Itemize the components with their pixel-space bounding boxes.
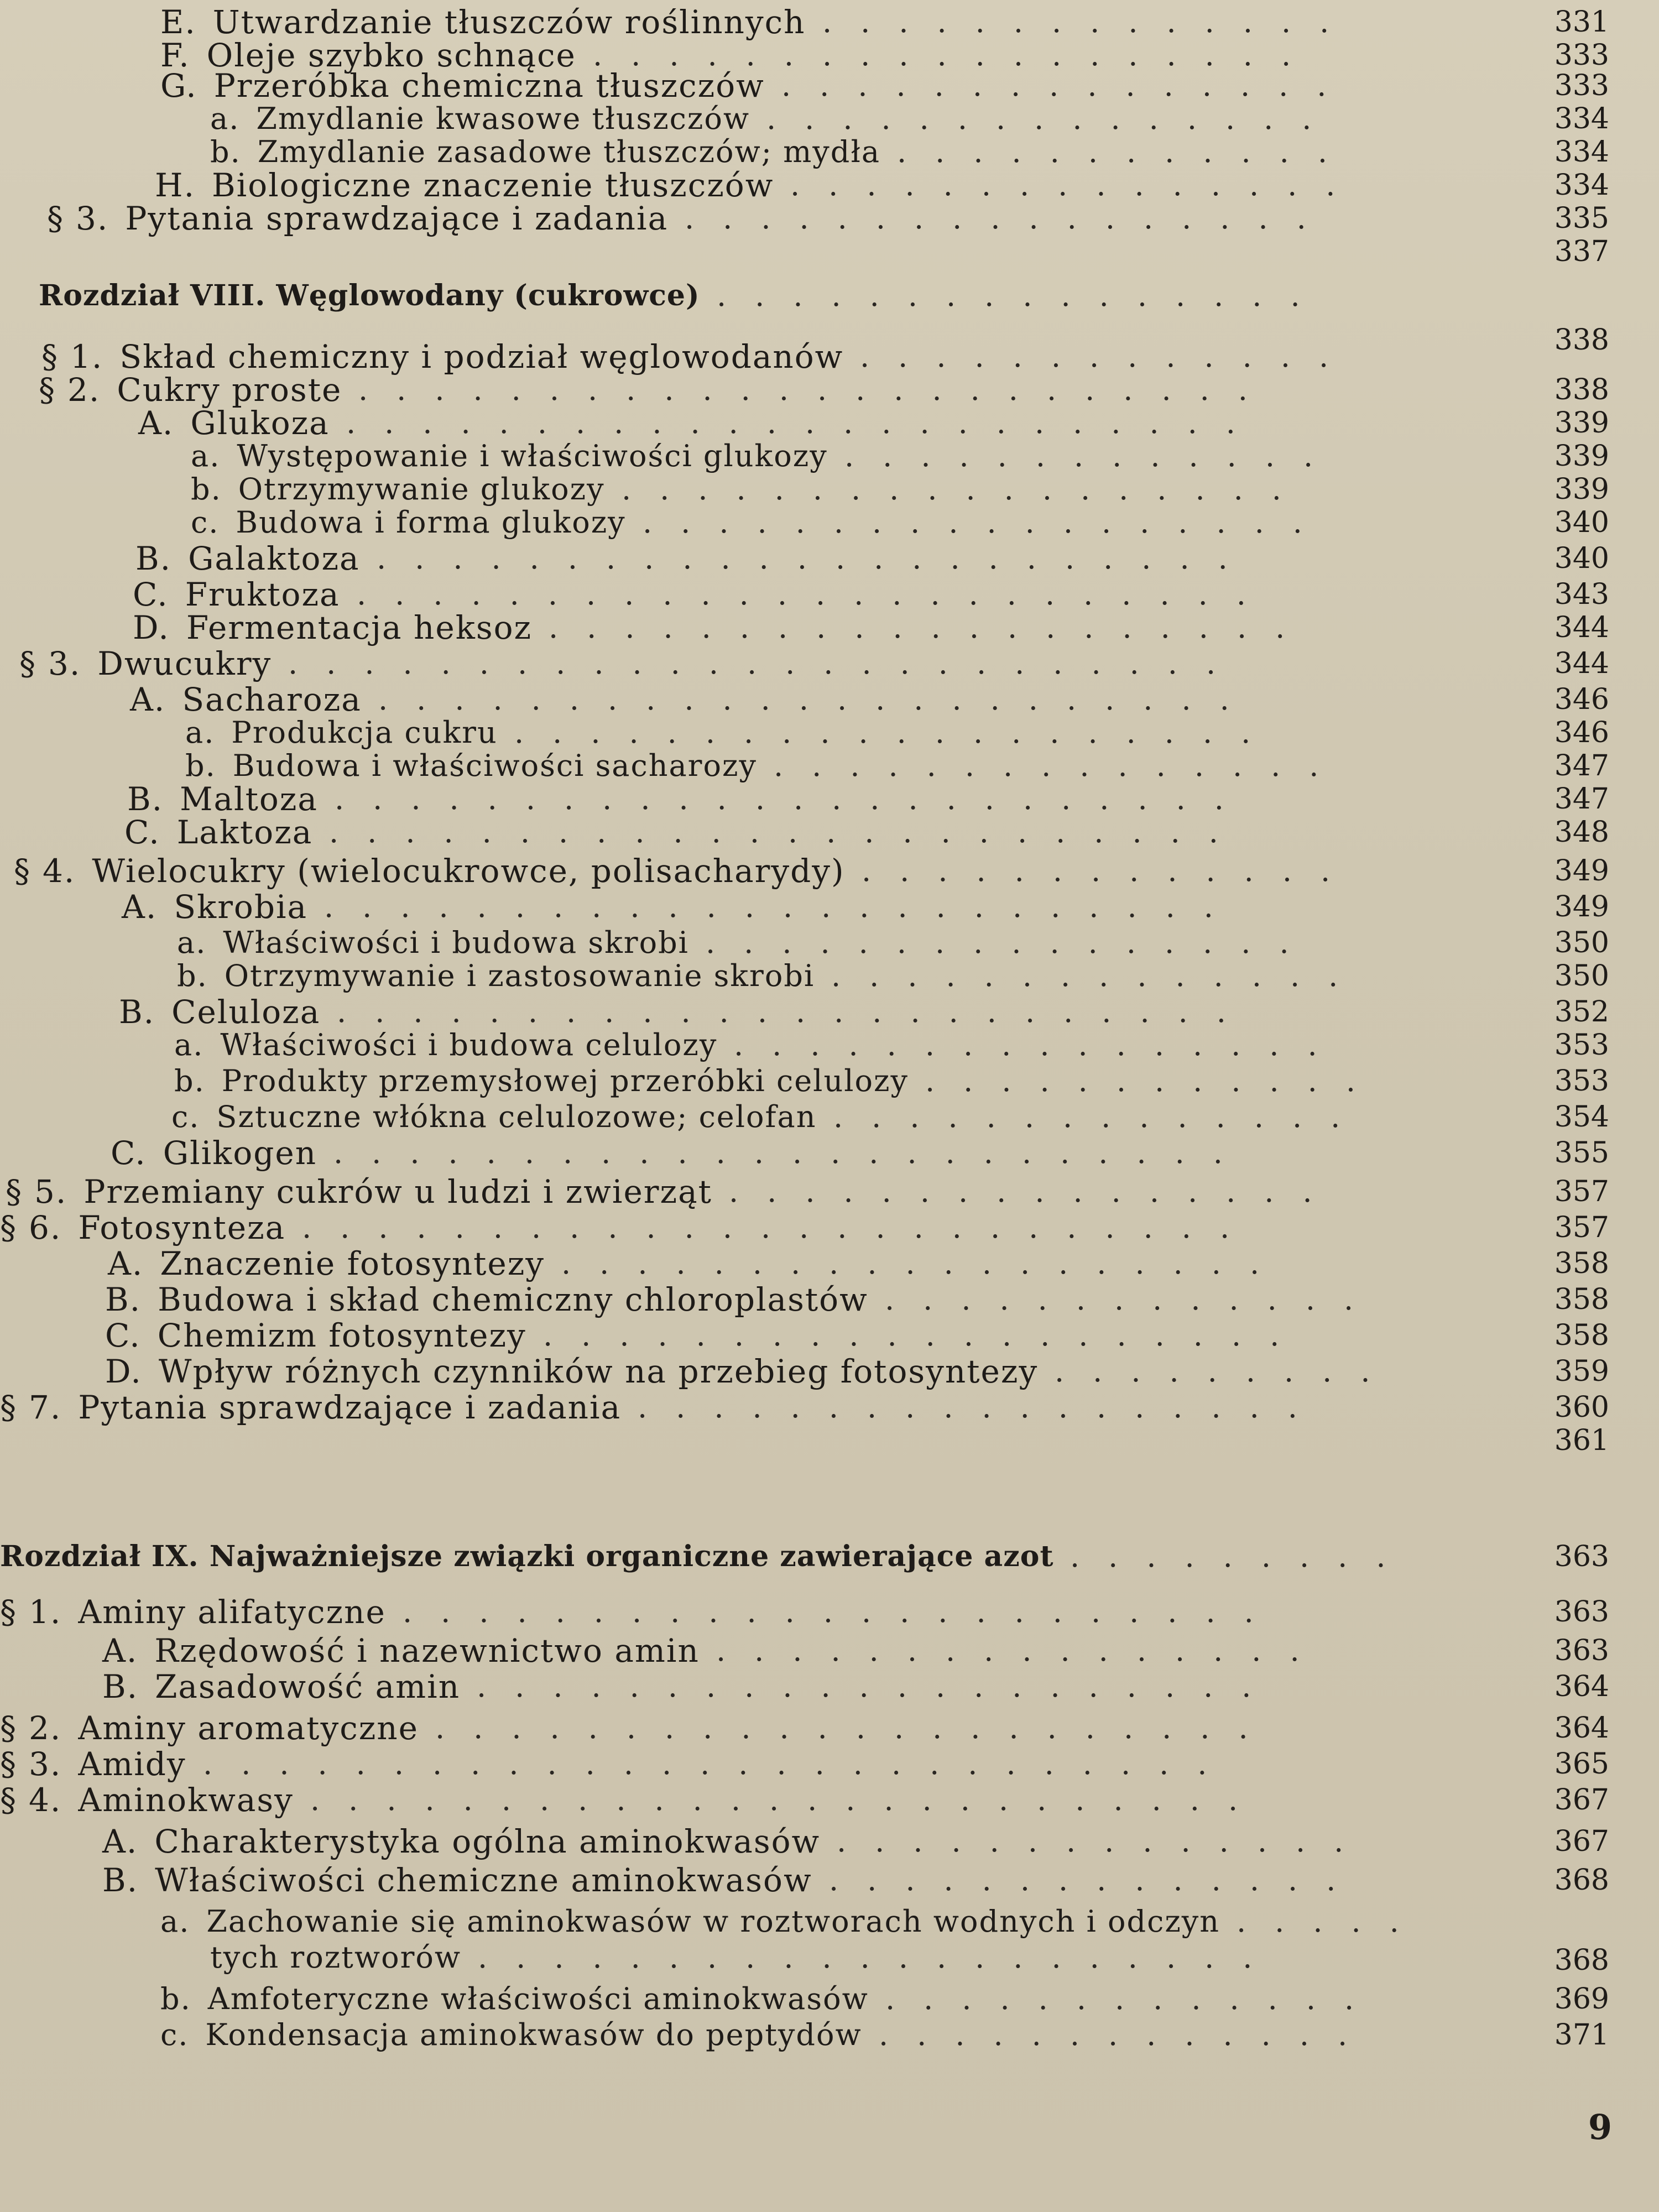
toc-entry-number: a. xyxy=(177,925,207,960)
leader-dots: ............. xyxy=(844,439,1342,473)
toc-entry-number: 3. xyxy=(29,1745,62,1783)
toc-page-number: 361 xyxy=(1554,1424,1609,1457)
toc-entry-number: c. xyxy=(171,1099,200,1134)
toc-entry-title: Produkty przemysłowej przeróbki celulozy xyxy=(221,1063,909,1098)
toc-entry-number: C. xyxy=(133,576,169,613)
section-marker: § xyxy=(47,200,64,237)
leader-dots: ................ xyxy=(729,1174,1341,1209)
toc-page-number: 346 xyxy=(1554,683,1609,716)
toc-entry-number: B. xyxy=(127,780,164,818)
leader-dots: ....................... xyxy=(377,541,1256,576)
toc-page-number: 367 xyxy=(1554,1783,1609,1817)
leader-dots: .................. xyxy=(643,505,1331,540)
toc-entry xyxy=(210,1938,461,1977)
toc-entry-title: Otrzymywanie glukozy xyxy=(238,472,605,507)
toc-page-number: 334 xyxy=(1554,102,1609,135)
toc-entry xyxy=(105,1352,1038,1391)
toc-entry-title: Oleje szybko schnące xyxy=(206,36,576,74)
toc-chapter-heading xyxy=(39,276,700,315)
leader-dots: ............... xyxy=(766,101,1340,136)
toc-entry xyxy=(174,1062,909,1100)
leader-dots: ............. xyxy=(860,339,1358,374)
leader-dots: ..... xyxy=(1237,1904,1428,1939)
toc-entry-number: c. xyxy=(160,2017,189,2052)
toc-page-number: 339 xyxy=(1554,406,1609,440)
toc-entry-title: Występowanie i właściwości glukozy xyxy=(237,439,828,473)
toc-page-number: 350 xyxy=(1554,926,1609,959)
toc-entry-number: D. xyxy=(105,1353,142,1390)
leader-dots: ............. xyxy=(885,1981,1383,2016)
toc-page-number: 344 xyxy=(1554,647,1609,680)
toc-page-number: 369 xyxy=(1554,1983,1609,2016)
toc-entry-title: Kondensacja aminokwasów do peptydów xyxy=(205,2017,862,2052)
toc-entry-number: 4. xyxy=(43,852,76,890)
leader-dots: ........................ xyxy=(333,1135,1251,1170)
toc-entry xyxy=(47,199,668,238)
leader-dots: ........................ xyxy=(324,889,1242,924)
toc-entry-number: A. xyxy=(108,1245,144,1282)
leader-dots: ............... xyxy=(790,168,1364,202)
toc-entry-number: b. xyxy=(185,748,216,783)
toc-entry-title: Budowa i forma glukozy xyxy=(236,505,626,540)
leader-dots: ........................... xyxy=(203,1746,1236,1781)
leader-dots: ........................ xyxy=(346,405,1264,440)
toc-entry xyxy=(135,539,360,578)
toc-entry xyxy=(0,1208,285,1247)
toc-entry-number: 5. xyxy=(34,1173,67,1211)
toc-entry xyxy=(19,644,272,683)
leader-dots: .................. xyxy=(638,1390,1326,1425)
leader-dots: ...................... xyxy=(435,1710,1277,1745)
leader-dots: ....................... xyxy=(378,682,1258,717)
toc-page-number: 334 xyxy=(1554,135,1609,169)
toc-entry xyxy=(0,1593,386,1631)
toc-entry-title: Cukry proste xyxy=(117,371,342,409)
toc-entry-title: Celuloza xyxy=(171,993,321,1031)
toc-entry-number: b. xyxy=(160,1981,191,2016)
leader-dots: ....................... xyxy=(403,1594,1282,1629)
leader-dots: ......................... xyxy=(310,1782,1267,1817)
toc-entry-title: Aminy alifatyczne xyxy=(78,1593,386,1631)
toc-entry-title: Budowa i skład chemiczny chloroplastów xyxy=(158,1281,868,1318)
toc-entry xyxy=(105,1316,526,1355)
toc-entry-title: Wpływ różnych czynników na przebieg fotosyntezy xyxy=(158,1353,1039,1390)
toc-page-number: 353 xyxy=(1554,1029,1609,1062)
toc-page-number: 339 xyxy=(1554,473,1609,506)
toc-page-number: 360 xyxy=(1554,1391,1609,1424)
section-marker: § xyxy=(19,645,36,682)
toc-page-number: 368 xyxy=(1554,1944,1609,1977)
toc-entry-number: A. xyxy=(102,1632,138,1670)
toc-entry xyxy=(6,1172,712,1211)
leader-dots: ............... xyxy=(781,68,1355,103)
toc-entry-number: B. xyxy=(102,1861,139,1899)
toc-entry-number: 2. xyxy=(67,371,101,409)
toc-entry-number: D. xyxy=(133,609,170,646)
toc-entry-title: Skrobia xyxy=(174,888,308,926)
toc-entry-title: Pytania sprawdzające i zadania xyxy=(125,200,669,237)
toc-page-number: 355 xyxy=(1554,1136,1609,1170)
toc-entry-number: a. xyxy=(174,1027,204,1062)
section-marker: § xyxy=(0,1209,17,1246)
toc-entry-number: H. xyxy=(155,166,196,204)
toc-entry-number: A. xyxy=(122,888,158,926)
toc-entry-title: Maltoza xyxy=(180,780,318,818)
section-marker: § xyxy=(0,1709,17,1747)
toc-entry-title: Produkcja cukru xyxy=(231,715,498,750)
toc-chapter-heading xyxy=(0,1537,1053,1576)
toc-entry-title: Zmydlanie kwasowe tłuszczów xyxy=(256,101,750,136)
toc-entry-number: E. xyxy=(160,3,196,41)
toc-entry-number: 6. xyxy=(29,1209,62,1246)
toc-entry-number: b. xyxy=(177,958,208,993)
toc-entry-number: B. xyxy=(102,1668,139,1705)
section-marker: § xyxy=(14,852,31,890)
toc-entry-title: Charakterystyka ogólna aminokwasów xyxy=(154,1823,821,1860)
toc-entry-number: 3. xyxy=(48,645,81,682)
toc-entry xyxy=(0,1745,186,1783)
toc-entry-title: Pytania sprawdzające i zadania xyxy=(78,1389,622,1426)
toc-entry-number: a. xyxy=(160,1904,190,1939)
leader-dots: ........................ xyxy=(337,994,1255,1029)
toc-page-number: 359 xyxy=(1554,1355,1609,1388)
toc-entry-number: A. xyxy=(138,404,174,442)
leader-dots: ................ xyxy=(734,1027,1346,1062)
toc-entry-number: A. xyxy=(102,1823,138,1860)
toc-page-number: 354 xyxy=(1554,1100,1609,1134)
toc-entry-title: Sztuczne włókna celulozowe; celofan xyxy=(216,1099,817,1134)
toc-entry xyxy=(160,1980,869,2018)
toc-entry-title: Amidy xyxy=(78,1745,186,1783)
toc-page-number: 364 xyxy=(1554,1670,1609,1703)
toc-entry-title: Budowa i właściwości sacharozy xyxy=(232,748,757,783)
toc-entry-number: C. xyxy=(105,1317,141,1354)
toc-page-number: 364 xyxy=(1554,1712,1609,1745)
toc-entry-title: Aminy aromatyczne xyxy=(78,1709,419,1747)
leader-dots: ................... xyxy=(561,1246,1288,1281)
toc-entry-title: Rozdział IX. Najważniejsze związki organiczne zawierające azot xyxy=(0,1540,1054,1573)
toc-entry-title: Amfoteryczne właściwości aminokwasów xyxy=(207,1981,869,2016)
toc-page-number: 363 xyxy=(1554,1540,1609,1573)
section-marker: § xyxy=(41,338,59,375)
toc-entry xyxy=(102,1822,820,1861)
toc-entry xyxy=(0,1388,621,1427)
leader-dots: ..................... xyxy=(477,1669,1280,1704)
toc-page-number: 363 xyxy=(1554,1634,1609,1667)
toc-entry xyxy=(160,2016,862,2054)
toc-entry-title: Właściwości i budowa skrobi xyxy=(223,925,689,960)
leader-dots: .............. xyxy=(829,1863,1365,1897)
toc-entry xyxy=(111,1134,317,1172)
toc-entry-title: Zachowanie się aminokwasów w roztworach wodnych i odczyn xyxy=(206,1904,1220,1939)
leader-dots: ........................ xyxy=(329,815,1247,849)
toc-page-number: 368 xyxy=(1554,1864,1609,1897)
toc-page-number: 348 xyxy=(1554,816,1609,849)
toc-page-number: 343 xyxy=(1554,578,1609,611)
toc-page-number: 334 xyxy=(1554,169,1609,202)
toc-entry xyxy=(105,1280,868,1319)
toc-page-number: 346 xyxy=(1554,716,1609,749)
leader-dots: .................. xyxy=(622,472,1310,507)
toc-entry xyxy=(122,888,307,926)
leader-dots: .................... xyxy=(549,610,1314,645)
toc-page-number: 347 xyxy=(1554,749,1609,782)
toc-entry-title: Zmydlanie zasadowe tłuszczów; mydła xyxy=(257,134,881,169)
toc-entry-number: 4. xyxy=(29,1781,62,1819)
toc-page-number: 338 xyxy=(1554,324,1609,357)
toc-entry-title: Laktoza xyxy=(176,813,313,851)
leader-dots: ................ xyxy=(716,1633,1328,1668)
leader-dots: .............. xyxy=(831,958,1367,993)
toc-entry xyxy=(160,1902,1220,1941)
toc-page-number: 337 xyxy=(1554,235,1609,268)
section-marker: § xyxy=(6,1173,23,1211)
leader-dots: ......................... xyxy=(288,646,1245,681)
toc-entry-number: 1. xyxy=(29,1593,62,1631)
leader-dots: .............. xyxy=(822,4,1358,39)
toc-entry-number: b. xyxy=(174,1063,205,1098)
toc-entry-title: Właściwości i budowa celulozy xyxy=(220,1027,718,1062)
toc-entry-title: Skład chemiczny i podział węglowodanów xyxy=(119,338,844,375)
page-number: 9 xyxy=(1588,2107,1612,2147)
leader-dots: .................... xyxy=(514,715,1280,750)
toc-entry-number: C. xyxy=(124,813,160,851)
toc-page-number: 340 xyxy=(1554,542,1609,575)
leader-dots: .............. xyxy=(837,1824,1373,1859)
toc-entry-title: Sacharoza xyxy=(182,681,362,718)
toc-entry-number: b. xyxy=(191,472,222,507)
toc-page-number: 357 xyxy=(1554,1175,1609,1208)
toc-entry-number: G. xyxy=(160,67,197,105)
toc-page-number: 335 xyxy=(1554,202,1609,235)
toc-entry-number: B. xyxy=(119,993,155,1031)
toc-entry-title: Glikogen xyxy=(163,1134,317,1172)
toc-entry-number: 1. xyxy=(70,338,103,375)
toc-entry xyxy=(171,1098,817,1136)
toc-entry-title: Rzędowość i nazewnictwo amin xyxy=(154,1632,700,1670)
leader-dots: ................ xyxy=(717,278,1329,313)
toc-page-number: 347 xyxy=(1554,782,1609,816)
toc-entry-title: Galaktoza xyxy=(188,540,360,577)
toc-entry xyxy=(191,503,626,542)
toc-page-number: 349 xyxy=(1554,854,1609,888)
toc-entry-title: Rozdział VIII. Węglowodany (cukrowce) xyxy=(39,279,700,312)
toc-entry xyxy=(124,813,312,852)
toc-entry xyxy=(14,852,845,890)
toc-page-number: 350 xyxy=(1554,959,1609,993)
toc-entry xyxy=(108,1244,545,1283)
leader-dots: ............. xyxy=(885,1282,1383,1317)
toc-entry xyxy=(0,1781,294,1819)
toc-entry-number: 3. xyxy=(76,200,109,237)
toc-page-number: 339 xyxy=(1554,440,1609,473)
toc-entry-number: a. xyxy=(191,439,221,473)
toc-entry-number: A. xyxy=(130,681,166,718)
toc-page-number: 358 xyxy=(1554,1283,1609,1316)
toc-entry-number: F. xyxy=(160,36,190,74)
toc-page-number: 367 xyxy=(1554,1825,1609,1858)
section-marker: § xyxy=(39,371,56,409)
toc-page-number: 333 xyxy=(1554,69,1609,102)
toc-entry xyxy=(133,608,532,647)
section-marker: § xyxy=(0,1593,17,1631)
toc-entry-title: Znaczenie fotosyntezy xyxy=(160,1245,545,1282)
section-marker: § xyxy=(0,1745,17,1783)
toc-entry xyxy=(102,1631,700,1670)
leader-dots: ........................ xyxy=(358,372,1276,407)
leader-dots: ........................ xyxy=(335,781,1253,816)
toc-page-number: 338 xyxy=(1554,373,1609,406)
leader-dots: ................... xyxy=(593,38,1320,72)
toc-entry xyxy=(102,1861,812,1900)
toc-page-number: 340 xyxy=(1554,506,1609,539)
toc-entry-number: C. xyxy=(111,1134,147,1172)
toc-entry-title: Zasadowość amin xyxy=(155,1668,461,1705)
toc-entry xyxy=(174,1026,717,1065)
leader-dots: ......................... xyxy=(302,1210,1259,1245)
leader-dots: ................. xyxy=(685,201,1335,236)
toc-entry xyxy=(177,957,815,995)
toc-entry-number: c. xyxy=(191,505,220,540)
leader-dots: ......... xyxy=(1070,1539,1415,1574)
toc-entry-number: 7. xyxy=(29,1389,62,1426)
toc-entry-title: Glukoza xyxy=(190,404,330,442)
toc-entry-title: Fotosynteza xyxy=(78,1209,286,1246)
toc-entry-title: Chemizm fotosyntezy xyxy=(157,1317,526,1354)
toc-entry-title: Wielocukry (wielocukrowce, polisacharydy) xyxy=(92,852,845,890)
toc-entry-title: Utwardzanie tłuszczów roślinnych xyxy=(212,3,806,41)
toc-entry-number: a. xyxy=(185,715,215,750)
toc-entry-title: Przeróbka chemiczna tłuszczów xyxy=(213,67,765,105)
toc-entry-title: Otrzymywanie i zastosowanie skrobi xyxy=(224,958,815,993)
toc-entry-number: a. xyxy=(210,101,240,136)
leader-dots: .................... xyxy=(543,1318,1308,1353)
section-marker: § xyxy=(0,1389,17,1426)
toc-entry-number: B. xyxy=(105,1281,142,1318)
toc-entry xyxy=(0,1709,419,1747)
toc-page-number: 363 xyxy=(1554,1595,1609,1629)
leader-dots: ............... xyxy=(774,748,1348,783)
leader-dots: ............ xyxy=(925,1063,1384,1098)
leader-dots: ............ xyxy=(897,134,1356,169)
toc-entry-title: Aminokwasy xyxy=(78,1781,294,1819)
toc-page-number: 358 xyxy=(1554,1247,1609,1280)
toc-page-number: 357 xyxy=(1554,1211,1609,1244)
leader-dots: ............. xyxy=(879,2017,1376,2052)
toc-entry-title: tych roztworów xyxy=(210,1940,462,1975)
toc-page-number: 333 xyxy=(1554,39,1609,72)
toc-entry-title: Dwucukry xyxy=(97,645,272,682)
toc-page-number: 344 xyxy=(1554,611,1609,644)
toc-page-number: 353 xyxy=(1554,1065,1609,1098)
toc-page-number: 331 xyxy=(1554,6,1609,39)
leader-dots: .............. xyxy=(833,1099,1369,1134)
toc-entry xyxy=(102,1667,460,1706)
toc-entry-number: 2. xyxy=(29,1709,62,1747)
toc-page-number: 349 xyxy=(1554,890,1609,924)
leader-dots: ................ xyxy=(706,925,1318,960)
toc-entry-title: Fruktoza xyxy=(185,576,340,613)
section-marker: § xyxy=(0,1781,17,1819)
toc-entry-number: b. xyxy=(210,134,241,169)
toc-page-number: 365 xyxy=(1554,1747,1609,1781)
toc-entry-title: Fermentacja heksoz xyxy=(186,609,533,646)
toc-entry-title: Właściwości chemiczne aminokwasów xyxy=(155,1861,812,1899)
toc-page-number: 371 xyxy=(1554,2018,1609,2052)
leader-dots: ......... xyxy=(1055,1354,1399,1389)
toc-page-number: 358 xyxy=(1554,1319,1609,1352)
toc-entry-title: Biologiczne znaczenie tłuszczów xyxy=(212,166,774,204)
toc-page-number: 352 xyxy=(1554,995,1609,1029)
leader-dots: ........................ xyxy=(357,577,1275,612)
toc-entry-number: B. xyxy=(135,540,172,577)
leader-dots: ............. xyxy=(862,853,1359,888)
toc-entry-title: Przemiany cukrów u ludzi i zwierząt xyxy=(84,1173,712,1211)
leader-dots: ..................... xyxy=(478,1940,1281,1975)
